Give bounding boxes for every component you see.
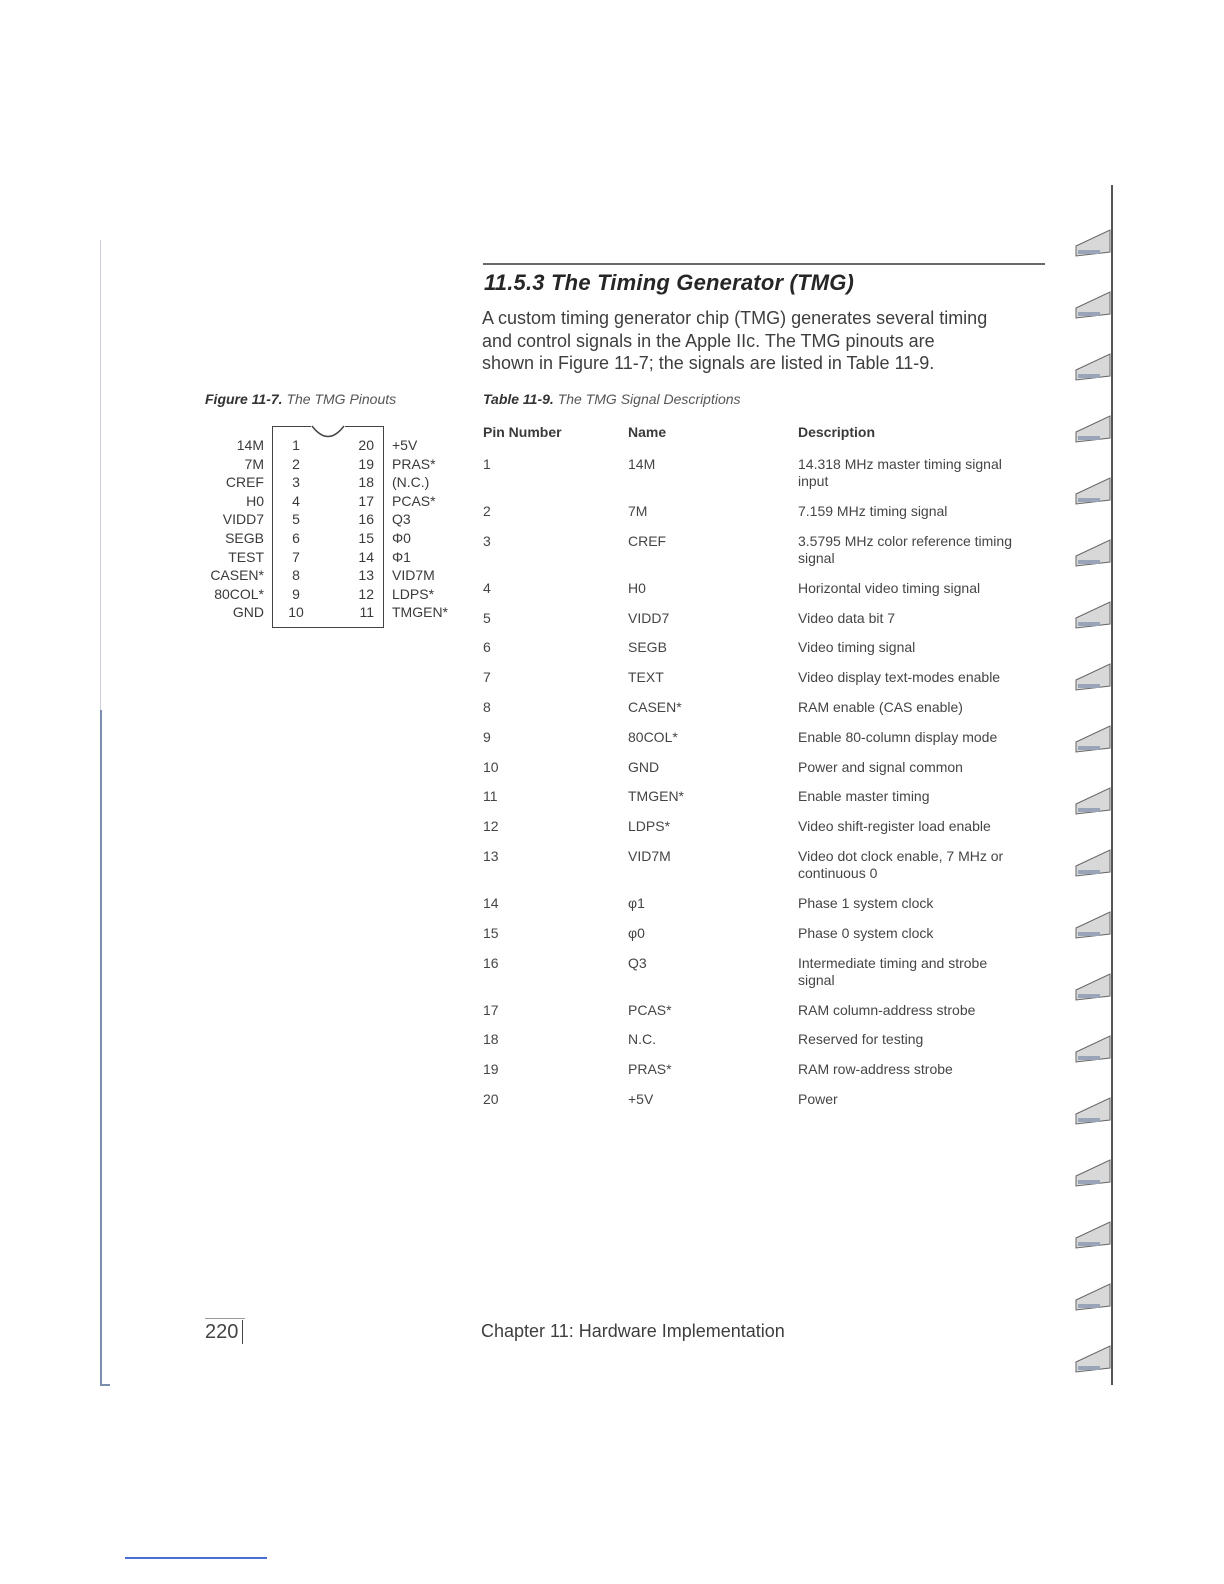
- description-cell: [798, 788, 1048, 805]
- chip-notch: [311, 425, 345, 439]
- table-header-description: Description: [798, 424, 876, 440]
- signal-name-cell: 14M: [628, 456, 656, 472]
- left-pin-name: GND: [232, 604, 264, 621]
- description-cell: [798, 1061, 1048, 1078]
- binding-ring-shadow: [1078, 374, 1100, 378]
- binding-ring-shadow: [1078, 932, 1100, 936]
- signal-name-cell: TMGEN*: [628, 788, 684, 805]
- signal-name-cell: CREF: [628, 532, 667, 549]
- binding-ring-shadow: [1078, 1056, 1100, 1060]
- description-line: RAM enable (CAS enable): [798, 699, 963, 715]
- section-title: 11.5.3 The Timing Generator (TMG): [484, 270, 855, 295]
- left-pin-name: 7M: [244, 455, 264, 472]
- description-line: Power: [798, 1091, 838, 1107]
- pin-number-cell: 8: [483, 699, 491, 715]
- binding-ring-shadow: [1078, 1180, 1100, 1184]
- table-caption: [483, 391, 741, 407]
- signal-name-cell: Q3: [628, 954, 647, 971]
- description-line: input: [798, 473, 829, 489]
- right-pin-name: Φ1: [392, 548, 411, 565]
- description-line: signal: [798, 549, 835, 566]
- left-pin-name: CREF: [225, 474, 264, 491]
- binding-ring-shadow: [1078, 1242, 1100, 1246]
- page-corner-mark: [100, 1384, 110, 1386]
- signal-name-cell: φ0: [628, 924, 645, 941]
- description-line: Video display text-modes enable: [798, 669, 1001, 686]
- signal-name-cell: LDPS*: [628, 818, 671, 835]
- right-pin-name: Q3: [392, 511, 411, 528]
- signal-name-cell: φ1: [628, 895, 645, 911]
- page-number: 220: [205, 1320, 243, 1344]
- description-line: 3.5795 MHz color reference timing: [798, 532, 1012, 549]
- figure-caption-text: The TMG Pinouts: [286, 391, 397, 407]
- left-pin-number: 8: [292, 567, 300, 584]
- right-pin-number: 11: [359, 604, 374, 621]
- description-cell: [798, 639, 1048, 656]
- description-line: signal: [798, 971, 835, 988]
- table-caption-text: The TMG Signal Descriptions: [557, 391, 741, 407]
- table-header-pin: Pin Number: [483, 424, 562, 440]
- description-cell: [798, 848, 1048, 882]
- description-line: Video data bit 7: [798, 609, 896, 626]
- pin-number-cell: 11: [483, 788, 498, 805]
- description-line: Phase 1 system clock: [798, 895, 934, 911]
- signal-name-cell: VID7M: [628, 848, 671, 864]
- right-pin-number: 16: [358, 511, 374, 528]
- left-pin-number: 3: [292, 474, 300, 491]
- description-line: Video shift-register load enable: [798, 818, 991, 835]
- right-pin-name: PCAS*: [392, 492, 436, 509]
- right-pin-number: 14: [358, 548, 374, 565]
- table-header-name: Name: [628, 424, 667, 440]
- intro-line: shown in Figure 11-7; the signals are listed in Table 11-9.: [482, 353, 935, 373]
- left-pin-number: 9: [292, 585, 300, 602]
- signal-name-cell: PCAS*: [628, 1001, 672, 1018]
- description-cell: [798, 610, 1048, 627]
- signal-name-cell: SEGB: [628, 639, 667, 656]
- left-pin-name: H0: [246, 492, 264, 509]
- description-line: 14.318 MHz master timing signal: [798, 456, 1002, 472]
- binding-ring-shadow: [1078, 560, 1100, 564]
- scan-artifact-line: [125, 1557, 267, 1559]
- binding-ring-shadow: [1078, 1366, 1100, 1370]
- signal-name-cell: GND: [628, 758, 660, 775]
- left-pin-name: CASEN*: [210, 567, 264, 584]
- signal-name-cell: PRAS*: [628, 1061, 672, 1078]
- pin-number-cell: 5: [483, 609, 491, 626]
- pin-number-cell: 20: [483, 1091, 499, 1107]
- right-pin-name: TMGEN*: [392, 604, 448, 621]
- pin-number-cell: 19: [483, 1061, 499, 1078]
- signal-name-cell: +5V: [628, 1091, 654, 1107]
- left-pin-number: 7: [292, 548, 300, 565]
- binding-ring-shadow: [1078, 870, 1100, 874]
- description-cell: [798, 533, 1048, 567]
- description-cell: [798, 699, 1048, 716]
- description-cell: [798, 955, 1048, 989]
- left-pin-name: TEST: [228, 548, 264, 565]
- signal-name-cell: N.C.: [628, 1031, 656, 1048]
- figure-label: Figure 11-7.: [205, 391, 283, 407]
- binding-ring-shadow: [1078, 622, 1100, 626]
- binding-ring-shadow: [1078, 498, 1100, 502]
- left-pin-number: 4: [292, 492, 300, 509]
- spiral-binding: [1070, 180, 1115, 1390]
- right-pin-number: 20: [358, 437, 374, 453]
- pin-number-cell: 9: [483, 728, 491, 745]
- description-line: RAM column-address strobe: [798, 1001, 976, 1018]
- pin-number-cell: 4: [483, 579, 491, 596]
- page-number-rule: [205, 1318, 245, 1319]
- section-rule: [483, 263, 1045, 265]
- description-line: Phase 0 system clock: [798, 924, 934, 941]
- signal-name-cell: CASEN*: [628, 699, 682, 715]
- left-pin-number: 2: [292, 455, 300, 472]
- description-line: Enable 80-column display mode: [798, 728, 998, 745]
- description-line: Horizontal video timing signal: [798, 579, 981, 596]
- binding-ring-shadow: [1078, 808, 1100, 812]
- pin-number-cell: 1: [483, 456, 491, 472]
- description-cell: [798, 895, 1048, 912]
- chapter-footer: Chapter 11: Hardware Implementation: [481, 1321, 785, 1341]
- right-pin-number: 15: [358, 530, 374, 546]
- binding-ring-shadow: [1078, 1304, 1100, 1308]
- description-line: Video timing signal: [798, 639, 916, 656]
- binding-ring-shadow: [1078, 312, 1100, 316]
- page-edge-shadow: [100, 710, 102, 1385]
- right-pin-number: 12: [358, 585, 374, 602]
- binding-ring-shadow: [1078, 250, 1100, 254]
- description-line: continuous 0: [798, 865, 878, 881]
- right-pin-name: PRAS*: [392, 455, 436, 472]
- right-pin-name: Φ0: [392, 530, 411, 546]
- description-cell: [798, 1091, 1048, 1108]
- description-cell: [798, 925, 1048, 942]
- left-pin-name: SEGB: [225, 530, 264, 546]
- signal-name-cell: TEXT: [628, 669, 664, 686]
- description-line: Enable master timing: [798, 788, 930, 805]
- description-line: RAM row-address strobe: [798, 1061, 953, 1078]
- description-line: Video dot clock enable, 7 MHz or: [798, 848, 1004, 864]
- pin-number-cell: 16: [483, 954, 499, 971]
- pin-number-cell: 7: [483, 669, 491, 686]
- left-pin-name: 80COL*: [214, 585, 264, 602]
- right-pin-name: VID7M: [392, 567, 435, 584]
- pin-number-cell: 18: [483, 1031, 499, 1048]
- left-pin-number: 5: [292, 511, 300, 528]
- description-line: Reserved for testing: [798, 1031, 924, 1048]
- intro-line: A custom timing generator chip (TMG) generates several timing: [482, 308, 988, 328]
- description-line: Intermediate timing and strobe: [798, 954, 988, 971]
- description-cell: [798, 729, 1048, 746]
- description-cell: [798, 759, 1048, 776]
- pin-number-cell: 15: [483, 924, 499, 941]
- binding-ring-shadow: [1078, 1118, 1100, 1122]
- signal-name-cell: 80COL*: [628, 728, 678, 745]
- right-pin-number: 18: [358, 474, 374, 491]
- binding-ring-shadow: [1078, 746, 1100, 750]
- signal-name-cell: 7M: [628, 503, 648, 519]
- right-pin-name: (N.C.): [392, 474, 430, 491]
- right-pin-name: LDPS*: [392, 585, 435, 602]
- figure-caption: [205, 391, 396, 407]
- pin-number-cell: 14: [483, 895, 499, 911]
- pin-number-cell: 2: [483, 503, 491, 519]
- pin-number-cell: 3: [483, 532, 491, 549]
- description-line: Power and signal common: [798, 758, 963, 775]
- left-pin-number: 6: [292, 530, 300, 546]
- pin-number-cell: 12: [483, 818, 499, 835]
- right-pin-number: 19: [358, 455, 374, 472]
- binding-ring-shadow: [1078, 684, 1100, 688]
- left-pin-number: 1: [292, 437, 300, 453]
- table-label: Table 11-9.: [483, 391, 554, 407]
- pin-number-cell: 17: [483, 1001, 499, 1018]
- binding-ring-shadow: [1078, 436, 1100, 440]
- description-cell: [798, 1002, 1048, 1019]
- pin-number-cell: 6: [483, 639, 491, 656]
- left-pin-name: VIDD7: [222, 511, 264, 528]
- description-cell: [798, 669, 1048, 686]
- right-pin-number: 13: [358, 567, 374, 584]
- pin-number-cell: 10: [483, 758, 499, 775]
- description-cell: [798, 818, 1048, 835]
- right-pin-name: +5V: [392, 437, 418, 453]
- binding-ring-shadow: [1078, 994, 1100, 998]
- right-pin-number: 17: [358, 492, 374, 509]
- signal-name-cell: H0: [628, 579, 646, 596]
- signal-name-cell: VIDD7: [628, 609, 670, 626]
- pin-number-cell: 13: [483, 848, 499, 864]
- description-cell: [798, 456, 1048, 490]
- intro-line: and control signals in the Apple IIc. The TMG pinouts are: [482, 330, 935, 351]
- description-line: 7.159 MHz timing signal: [798, 503, 948, 519]
- intro-paragraph: [482, 307, 1052, 375]
- description-cell: [798, 1031, 1048, 1048]
- description-cell: [798, 580, 1048, 597]
- left-pin-name: 14M: [236, 437, 264, 453]
- left-pin-number: 10: [288, 604, 304, 621]
- description-cell: [798, 503, 1048, 520]
